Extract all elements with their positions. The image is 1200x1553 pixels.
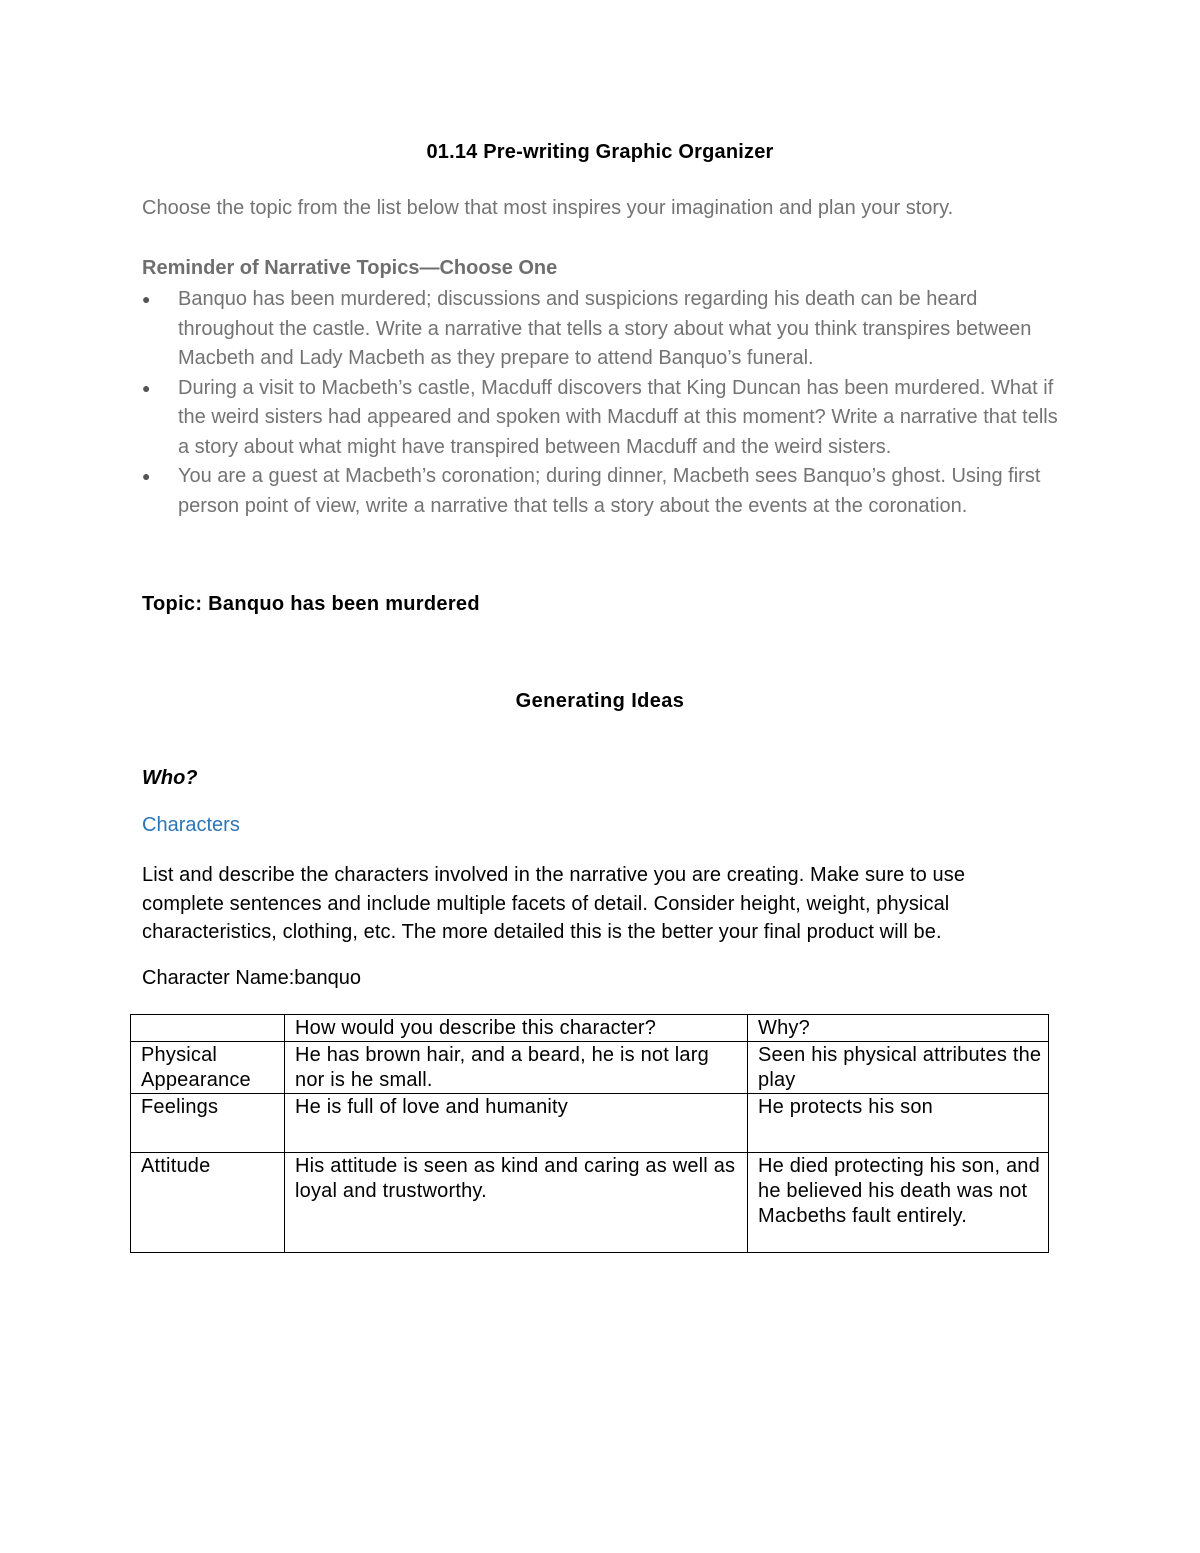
table-header-cell xyxy=(131,1015,285,1042)
topic-item xyxy=(142,285,1072,374)
row-label-cell: Attitude xyxy=(131,1153,285,1253)
who-heading: Who? xyxy=(142,767,198,789)
character-name-line: Character Name:banquo xyxy=(142,967,362,989)
document-title: 01.14 Pre-writing Graphic Organizer xyxy=(426,141,774,163)
table-header-cell: Why? xyxy=(748,1015,1049,1042)
describe-instructions: List and describe the characters involved in the narrative you are creating. Make sure to use complete sentences and include multiple facets of detail. Consider height, weight, physical characteristics, clothing, etc. The more detailed this is the better your final product will be. xyxy=(142,864,966,943)
bullet-icon: ● xyxy=(142,468,151,484)
topic-item xyxy=(142,374,1072,463)
bullet-icon: ● xyxy=(142,291,151,307)
topics-list xyxy=(142,285,1072,521)
why-cell: Seen his physical attributes the play xyxy=(748,1042,1049,1094)
topic-text: Banquo has been murdered; discussions and suspicions regarding his death can be heard throughout the castle. Write a narrative that tells a story about what you think transpires between Macbeth and Lady Macbeth as they prepare to attend Banquo’s funeral. xyxy=(178,288,1032,369)
instruction-text: Choose the topic from the list below that most inspires your imagination and plan your story. xyxy=(142,197,954,219)
character-table xyxy=(130,1014,1049,1253)
table-row xyxy=(131,1094,1049,1153)
generating-ideas-heading: Generating Ideas xyxy=(515,690,685,712)
description-cell: He is full of love and humanity xyxy=(285,1094,748,1153)
table-header-row xyxy=(131,1015,1049,1042)
table-header-cell: How would you describe this character? xyxy=(285,1015,748,1042)
description-cell: His attitude is seen as kind and caring as well as loyal and trustworthy. xyxy=(285,1153,748,1253)
description-cell: He has brown hair, and a beard, he is not larg nor is he small. xyxy=(285,1042,748,1094)
why-cell: He protects his son xyxy=(748,1094,1049,1153)
bullet-icon: ● xyxy=(142,379,151,396)
topic-text: During a visit to Macbeth’s castle, Macduff discovers that King Duncan has been murdered. What if the weird sisters had appeared and spoken with Macduff at this moment? Write a narrative that tells a story about what might have transpired between Macduff and the weird sisters. xyxy=(178,376,1058,458)
table-row xyxy=(131,1042,1049,1094)
row-label-cell: Physical Appearance xyxy=(131,1042,285,1094)
chosen-topic-label: Topic: Banquo has been murdered xyxy=(142,593,480,615)
topic-item xyxy=(142,462,1072,521)
row-label-cell: Feelings xyxy=(131,1094,285,1153)
topics-heading: Reminder of Narrative Topics—Choose One xyxy=(142,257,558,279)
why-cell: He died protecting his son, and he believed his death was not Macbeths fault entirely. xyxy=(748,1153,1049,1253)
table-row xyxy=(131,1153,1049,1253)
characters-heading: Characters xyxy=(142,814,240,836)
topic-text: You are a guest at Macbeth’s coronation; during dinner, Macbeth sees Banquo’s ghost. Using first person point of view, write a narrative that tells a story about the events at the coronation. xyxy=(178,465,1041,517)
